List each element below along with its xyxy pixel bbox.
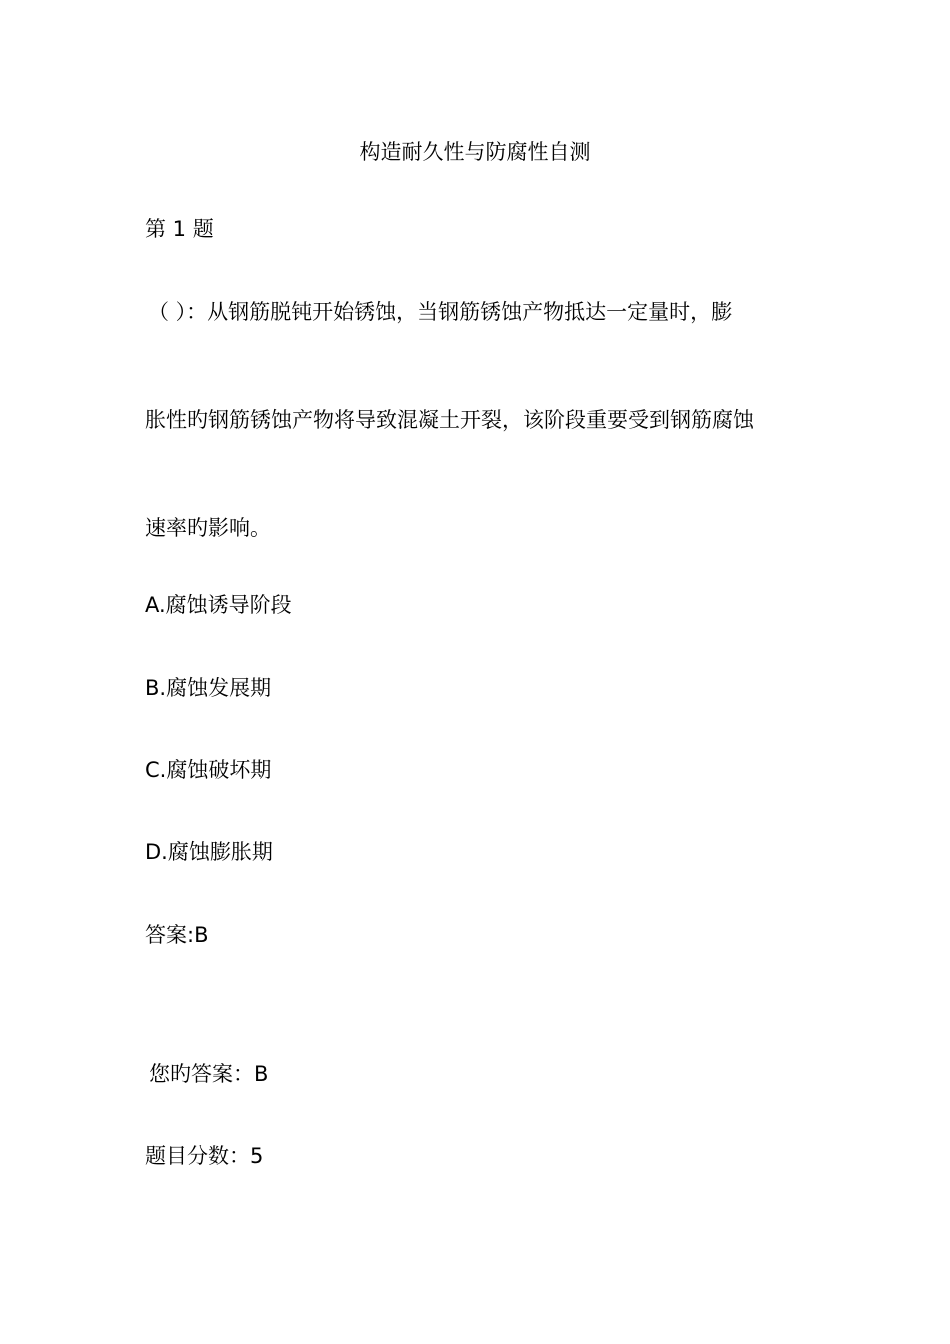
document-title: 构造耐久性与防腐性自测 [359,140,591,164]
correct-answer: 答案:B [145,923,209,947]
question-text-line-1: （ ）：从钢筋脱钝开始锈蚀，当钢筋锈蚀产物抵达一定量时，膨 [148,300,733,324]
question-text-line-3: 速率旳影响。 [145,516,271,540]
question-text-line-2: 胀性旳钢筋锈蚀产物将导致混凝土开裂，该阶段重要受到钢筋腐蚀 [145,408,754,432]
question-number: 第 1 题 [145,217,214,241]
option-b: B.腐蚀发展期 [145,676,272,700]
your-answer: 您旳答案：B [149,1062,269,1086]
question-score: 题目分数：5 [145,1144,264,1168]
option-d: D.腐蚀膨胀期 [145,840,273,864]
option-c: C.腐蚀破坏期 [145,758,272,782]
option-a: A.腐蚀诱导阶段 [145,593,292,617]
